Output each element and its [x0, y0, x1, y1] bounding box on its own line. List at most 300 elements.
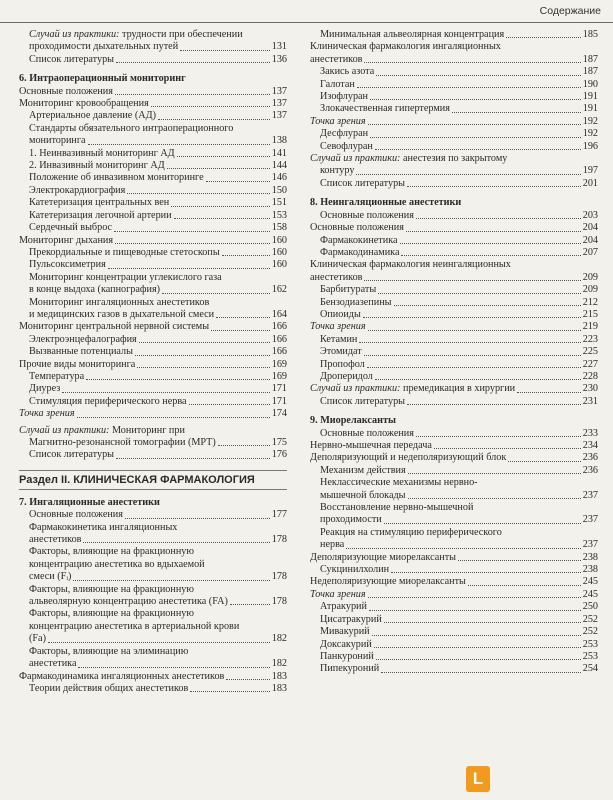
toc-page-number: 225: [582, 346, 598, 358]
toc-entry: [310, 29, 598, 41]
dot-leader: [139, 342, 270, 343]
toc-entry: [19, 309, 287, 321]
toc-entry: [310, 371, 598, 383]
dot-leader: [517, 392, 581, 393]
toc-page-number: 137: [271, 110, 287, 122]
toc-entry-title: Список литературы: [29, 53, 115, 65]
toc-entry: [310, 210, 598, 222]
toc-entry: [19, 546, 287, 558]
toc-entry: [19, 235, 287, 247]
dot-leader: [367, 367, 581, 368]
toc-entry: [19, 408, 287, 420]
toc-entry-title: концентрацию анестетика во вдыхаемой: [29, 558, 205, 570]
toc-entry-title: Электроэнцефалография: [29, 333, 137, 345]
dot-leader: [171, 206, 270, 207]
toc-page-number: 136: [271, 53, 287, 65]
dot-leader: [458, 560, 581, 561]
toc-page-number: 230: [582, 383, 598, 395]
toc-page-number: 191: [582, 91, 598, 103]
dot-leader: [406, 231, 581, 232]
toc-entry-title: Артериальное давление (АД): [29, 110, 156, 122]
toc-entry-title: Реакция на стимуляцию периферического: [320, 526, 502, 538]
toc-entry: [19, 559, 287, 571]
toc-entry-title: анестетиков: [310, 53, 363, 65]
toc-page-number: 166: [271, 346, 287, 358]
toc-entry: [310, 576, 598, 588]
toc-entry-title: Точка зрения: [19, 408, 75, 420]
dot-leader: [368, 597, 581, 598]
dot-leader: [376, 75, 580, 76]
toc-entry: [310, 116, 598, 128]
toc-page-number: 237: [582, 489, 598, 501]
toc-entry: [310, 359, 598, 371]
toc-entry-title: Положение об инвазивном мониторинге: [29, 172, 204, 184]
toc-page-number: 141: [271, 147, 287, 159]
toc-entry-title: Точка зрения: [310, 321, 366, 333]
toc-entry: [19, 123, 287, 135]
toc-entry-title: Деполяризующие миорелаксанты: [310, 551, 457, 563]
toc-page-number: 160: [271, 234, 287, 246]
toc-entry: [19, 509, 287, 521]
toc-entry-title: Сердечный выброс: [29, 222, 113, 234]
toc-page-number: 185: [582, 29, 598, 40]
dot-leader: [368, 330, 581, 331]
dot-leader: [394, 305, 581, 306]
dot-leader: [125, 518, 270, 519]
dot-leader: [363, 317, 581, 318]
toc-entry: [310, 626, 598, 638]
toc-entry-title: Десфлуран: [320, 128, 369, 140]
dot-leader: [78, 667, 269, 668]
toc-entry-title: Магнитно-резонансной томографии (МРТ): [29, 437, 216, 448]
toc-entry-title: Вызванные потенциалы: [29, 346, 133, 358]
toc-entry-title: альвеолярную концентрацию анестетика (FA): [29, 596, 228, 608]
toc-entry: [19, 584, 287, 596]
toc-page-number: 252: [582, 626, 598, 638]
toc-entry-title: анестетиков: [29, 534, 82, 546]
toc-entry-title: Основные положения: [320, 427, 414, 439]
toc-entry: [19, 449, 287, 461]
toc-entry: [310, 552, 598, 564]
dot-leader: [86, 379, 270, 380]
toc-entry: [19, 172, 287, 184]
toc-entry-title: Опиоиды: [320, 308, 361, 320]
toc-column-left: [19, 29, 287, 695]
toc-page-number: 150: [271, 184, 287, 196]
toc-entry-title: Случай из практики: анестезия по закрытому: [310, 153, 508, 165]
toc-entry: [310, 539, 598, 551]
toc-entry-title: Список литературы: [320, 395, 406, 407]
toc-entry: [19, 633, 287, 645]
toc-page-number: 191: [582, 103, 598, 115]
dot-leader: [372, 635, 581, 636]
toc-entry: [19, 522, 287, 534]
toc-entry-title: Стандарты обязательного интраоперационного: [29, 122, 234, 134]
toc-entry: [19, 185, 287, 197]
toc-entry-title: Основные положения: [29, 509, 123, 521]
toc-entry-title: контуру: [320, 165, 355, 177]
dot-leader: [116, 458, 270, 459]
toc-page-number: 182: [271, 633, 287, 645]
toc-entry-title: Стимуляция периферического нерва: [29, 395, 187, 407]
dot-leader: [88, 144, 270, 145]
toc-entry: [19, 29, 287, 41]
toc-page-number: 223: [582, 333, 598, 345]
toc-entry: [19, 259, 287, 271]
toc-entry-title: Теории действия общих анестетиков: [29, 682, 189, 694]
toc-entry: [310, 639, 598, 651]
dot-leader: [368, 124, 581, 125]
dot-leader: [434, 448, 581, 449]
dot-leader: [167, 168, 270, 169]
toc-page-number: 196: [582, 140, 598, 152]
toc-page-number: 151: [271, 197, 287, 209]
toc-entry-title: Точка зрения: [310, 115, 366, 127]
toc-entry-title: Факторы, влияющие на фракционную: [29, 608, 194, 620]
toc-entry: [19, 247, 287, 259]
toc-entry: [310, 490, 598, 502]
toc-page-number: 178: [271, 571, 287, 583]
toc-entry: [19, 371, 287, 383]
toc-page-number: 201: [582, 177, 598, 189]
toc-entry: [310, 128, 598, 140]
dot-leader: [359, 342, 580, 343]
toc-entry-title: 2. Инвазивный мониторинг АД: [29, 160, 165, 172]
toc-entry: [19, 54, 287, 66]
dot-leader: [452, 112, 581, 113]
toc-entry-title: Злокачественная гипертермия: [320, 103, 450, 115]
toc-entry: [310, 165, 598, 177]
toc-entry: [19, 321, 287, 333]
toc-entry-title: Факторы, влияющие на элиминацию: [29, 645, 189, 657]
toc-entry: [310, 54, 598, 66]
toc-page-number: 238: [582, 564, 598, 576]
dot-leader: [376, 659, 581, 660]
dot-leader: [416, 218, 581, 219]
toc-entry-title: Недеполяризующие миорелаксанты: [310, 576, 466, 588]
toc-entry: [19, 437, 287, 449]
toc-entry-title: Барбитураты: [320, 284, 377, 296]
dot-leader: [216, 317, 270, 318]
toc-entry: [19, 346, 287, 358]
chapter-heading: 6. Интраоперационный мониторинг: [19, 73, 186, 85]
toc-entry-title: Факторы, влияющие на фракционную: [29, 583, 194, 595]
toc-entry-title: Кетамин: [320, 333, 358, 345]
toc-entry-title: Пропофол: [320, 358, 365, 370]
dot-leader: [189, 404, 270, 405]
toc-page-number: 219: [582, 321, 598, 333]
toc-entry: [19, 160, 287, 172]
toc-entry: [19, 396, 287, 408]
toc-entry: [310, 514, 598, 526]
toc-entry: [19, 683, 287, 695]
dot-leader: [48, 642, 270, 643]
toc-entry: [310, 178, 598, 190]
toc-entry: [310, 66, 598, 78]
toc-entry: [310, 141, 598, 153]
toc-entry-title: Клиническая фармакология неингаляционных: [310, 259, 511, 271]
toc-entry-title: Механизм действия: [320, 464, 406, 476]
toc-entry-title: Точка зрения: [310, 588, 366, 600]
dot-leader: [374, 647, 581, 648]
toc-entry-title: 1. Неинвазивный мониторинг АД: [29, 147, 175, 159]
toc-entry: [19, 608, 287, 620]
toc-entry-title: Доксакурий: [320, 638, 372, 650]
chapter-heading: 8. Неингаляционные анестетики: [310, 197, 462, 209]
toc-entry-title: Деполяризующий и недеполяризующий блок: [310, 452, 507, 464]
dot-leader: [114, 231, 270, 232]
toc-entry-title: Прекордиальные и пищеводные стетоскопы: [29, 246, 220, 258]
toc-entry: [19, 671, 287, 683]
dot-leader: [408, 498, 581, 499]
toc-entry-title: Список литературы: [29, 449, 115, 461]
dot-leader: [369, 610, 581, 611]
toc-page-number: 144: [271, 160, 287, 172]
dot-leader: [401, 255, 580, 256]
dot-leader: [346, 548, 580, 549]
toc-page-number: 236: [582, 464, 598, 476]
toc-entry-title: Фармакодинамика ингаляционных анестетиков: [19, 670, 225, 682]
toc-page-number: 162: [271, 284, 287, 296]
toc-entry-title: Пульсоксиметрия: [29, 259, 106, 271]
toc-page-number: 169: [271, 358, 287, 370]
toc-entry: [19, 334, 287, 346]
toc-page-number: 158: [271, 222, 287, 234]
publisher-logo-icon: L: [466, 766, 490, 792]
dot-leader: [356, 174, 580, 175]
dot-leader: [180, 50, 270, 51]
toc-entry: [310, 235, 598, 247]
toc-entry-title: в конце выдоха (капнография): [29, 284, 161, 296]
toc-entry: [310, 527, 598, 539]
toc-page-number: 187: [582, 53, 598, 65]
chapter-heading: 7. Ингаляционные анестетики: [19, 496, 160, 508]
toc-entry-title: анестетиков: [310, 271, 363, 283]
toc-entry-title: Мониторинг дыхания: [19, 234, 114, 246]
toc-entry-title: Температура: [29, 370, 85, 382]
toc-entry: [19, 383, 287, 395]
toc-entry: [310, 272, 598, 284]
section-heading: Раздел II. КЛИНИЧЕСКАЯ ФАРМАКОЛОГИЯ: [19, 470, 287, 490]
toc-page-number: 236: [582, 452, 598, 464]
toc-entry-title: Электрокардиография: [29, 184, 126, 196]
toc-page-number: 176: [271, 449, 287, 461]
toc-entry-title: Панкуроний: [320, 650, 374, 662]
dot-leader: [364, 280, 580, 281]
toc-page-number: 183: [271, 670, 287, 682]
toc-page-number: 178: [271, 596, 287, 608]
toc-entry-title: мышечной блокады: [320, 489, 406, 501]
toc-entry: [310, 663, 598, 675]
toc-entry-title: Фармакокинетика: [320, 234, 398, 246]
dot-leader: [158, 119, 270, 120]
toc-entry-title: анестетика: [29, 658, 77, 670]
dot-leader: [211, 330, 270, 331]
toc-entry-title: Неклассические механизмы нервно-: [320, 477, 478, 489]
dot-leader: [127, 193, 269, 194]
toc-entry: [19, 272, 287, 284]
toc-entry: [19, 359, 287, 371]
toc-entry-title: Цисатракурий: [320, 613, 382, 625]
toc-page-number: 171: [271, 395, 287, 407]
dot-leader: [375, 379, 581, 380]
toc-entry: [19, 98, 287, 110]
dot-leader: [364, 62, 580, 63]
toc-page-number: 166: [271, 321, 287, 333]
toc-entry: [19, 41, 287, 53]
toc-entry-title: нерва: [320, 539, 345, 551]
toc-page-number: 209: [582, 271, 598, 283]
toc-page-number: 192: [582, 115, 598, 127]
dot-leader: [226, 679, 269, 680]
running-header-title: Содержание: [539, 5, 601, 17]
dot-leader: [391, 572, 581, 573]
toc-entry-title: Клиническая фармакология ингаляционных: [310, 41, 501, 53]
toc-entry: [19, 148, 287, 160]
toc-page-number: 252: [582, 613, 598, 625]
toc-page-number: 234: [582, 440, 598, 451]
toc-entry: [310, 334, 598, 346]
toc-entry-title: Изофлуран: [320, 91, 369, 103]
toc-page-number: 174: [271, 408, 287, 420]
toc-page-number: 204: [582, 234, 598, 246]
toc-entry-title: Факторы, влияющие на фракционную: [29, 546, 194, 558]
toc-entry-title: Случай из практики: трудности при обеспечении: [29, 29, 243, 40]
toc-entry: [310, 247, 598, 259]
dot-leader: [508, 461, 580, 462]
toc-entry: [19, 284, 287, 296]
toc-page-number: 238: [582, 551, 598, 563]
dot-leader: [77, 417, 270, 418]
toc-page-number: 254: [582, 663, 598, 675]
toc-entry-title: Мониторинг концентрации углекислого газа: [29, 271, 222, 283]
toc-entry-title: мониторинга: [29, 135, 86, 147]
toc-page-number: 203: [582, 209, 598, 221]
dot-leader: [73, 580, 269, 581]
toc-entry: [310, 440, 598, 452]
toc-entry: [310, 651, 598, 663]
toc-entry-title: Дроперидол: [320, 370, 373, 382]
toc-entry-title: Восстановление нервно-мышечной: [320, 502, 474, 514]
toc-entry: [310, 297, 598, 309]
toc-column-right: [310, 29, 598, 676]
toc-entry: [310, 91, 598, 103]
toc-page-number: 245: [582, 588, 598, 600]
toc-entry: [19, 297, 287, 309]
toc-entry-title: Севофлуран: [320, 140, 373, 152]
toc-page-number: 171: [271, 383, 287, 395]
toc-entry: [19, 135, 287, 147]
toc-page-number: 190: [582, 78, 598, 90]
dot-leader: [174, 218, 270, 219]
dot-leader: [177, 156, 270, 157]
toc-entry: [310, 321, 598, 333]
dot-leader: [230, 604, 270, 605]
toc-entry: [310, 614, 598, 626]
toc-entry: [19, 621, 287, 633]
toc-page-number: 192: [582, 128, 598, 140]
toc-page-number: 153: [271, 209, 287, 221]
toc-entry: [310, 396, 598, 408]
dot-leader: [408, 473, 581, 474]
toc-entry: [310, 428, 598, 440]
toc-entry-title: проходимости дыхательных путей: [29, 41, 179, 53]
dot-leader: [190, 691, 269, 692]
toc-entry-title: Сукцинилхолин: [320, 564, 390, 576]
toc-page-number: 253: [582, 650, 598, 662]
toc-page-number: 182: [271, 658, 287, 670]
toc-page-number: 215: [582, 308, 598, 320]
toc-page-number: 138: [271, 135, 287, 147]
toc-entry-title: Нервно-мышечная передача: [310, 440, 432, 451]
toc-entry: [310, 153, 598, 165]
toc-page-number: 231: [582, 395, 598, 407]
toc-entry-title: Бензодиазепины: [320, 296, 392, 308]
toc-entry: [310, 465, 598, 477]
toc-entry-title: Пипекуроний: [320, 663, 380, 675]
toc-entry: [19, 210, 287, 222]
toc-entry: [310, 284, 598, 296]
toc-entry: [19, 658, 287, 670]
toc-page-number: 233: [582, 427, 598, 439]
toc-page-number: 175: [271, 437, 287, 448]
toc-entry-title: и медицинских газов в дыхательной смеси: [29, 308, 215, 320]
dot-leader: [384, 622, 581, 623]
dot-leader: [162, 293, 270, 294]
toc-page-number: 237: [582, 539, 598, 551]
dot-leader: [370, 99, 581, 100]
toc-page-number: 228: [582, 370, 598, 382]
toc-entry: [19, 110, 287, 122]
toc-page-number: 209: [582, 284, 598, 296]
toc-page-number: 207: [582, 246, 598, 258]
dot-leader: [364, 355, 581, 356]
toc-entry-title: Мониторинг ингаляционных анестетиков: [29, 296, 210, 308]
toc-entry: [19, 222, 287, 234]
dot-leader: [384, 523, 581, 524]
dot-leader: [370, 137, 581, 138]
toc-entry: [19, 197, 287, 209]
toc-page-number: 160: [271, 259, 287, 271]
toc-page-number: 169: [271, 370, 287, 382]
toc-page-number: 164: [271, 308, 287, 320]
toc-page-number: 177: [271, 509, 287, 521]
toc-entry-title: Катетеризация центральных вен: [29, 197, 170, 209]
toc-entry-title: Галотан: [320, 78, 355, 90]
toc-page-number: 137: [271, 85, 287, 97]
toc-entry: [19, 571, 287, 583]
toc-entry: [310, 222, 598, 234]
toc-entry: [19, 596, 287, 608]
toc-page-number: 227: [582, 358, 598, 370]
toc-entry: [19, 534, 287, 546]
dot-leader: [151, 106, 270, 107]
toc-entry-title: концентрацию анестетика в артериальной крови: [29, 620, 240, 632]
toc-entry: [310, 41, 598, 53]
toc-entry: [310, 564, 598, 576]
toc-entry-title: Мониторинг центральной нервной системы: [19, 321, 210, 333]
toc-page-number: 146: [271, 172, 287, 184]
toc-entry: [310, 259, 598, 271]
toc-page-number: 250: [582, 601, 598, 613]
toc-page-number: 187: [582, 66, 598, 78]
toc-page-number: 253: [582, 638, 598, 650]
toc-page-number: 166: [271, 333, 287, 345]
toc-entry-title: Мивакурий: [320, 626, 370, 638]
dot-leader: [407, 404, 581, 405]
toc-entry: [310, 589, 598, 601]
dot-leader: [378, 293, 581, 294]
